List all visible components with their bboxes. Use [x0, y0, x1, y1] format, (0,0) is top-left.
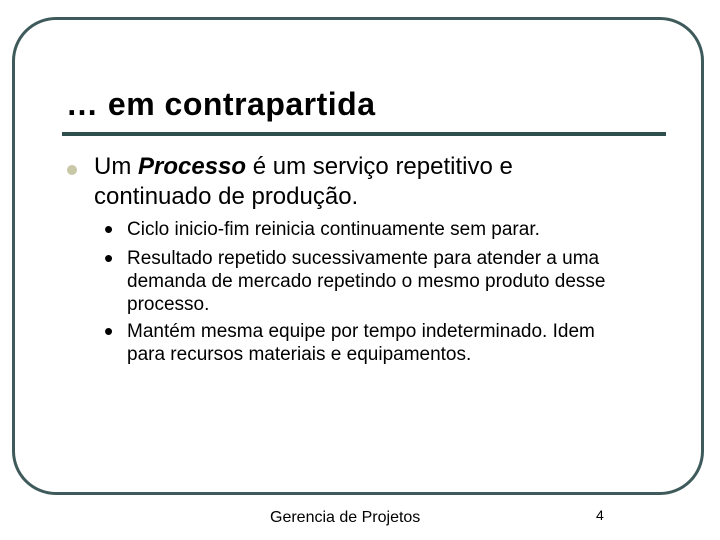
sub-bullet-item: [104, 214, 634, 244]
slide-footer: Gerencia de Projetos: [270, 509, 421, 526]
slide-title: … em contrapartida: [66, 86, 376, 122]
sub-bullet-text: Resultado repetido sucessivamente para atender a uma demanda de mercado repetindo o mesmo produto desse processo.: [127, 248, 606, 315]
main-bullet-prefix: Um: [94, 153, 138, 180]
sub-bullet-text: Ciclo inicio-fim reinicia continuamente sem parar.: [127, 219, 540, 240]
sub-bullet-item: [104, 316, 634, 366]
main-bullet-suffix: é um serviço repetitivo e continuado de produção.: [94, 153, 513, 210]
sub-bullet-marker: •: [104, 214, 114, 244]
sub-bullet-item: [104, 243, 634, 316]
main-bullet-emphasis: Processo: [138, 153, 247, 180]
main-bullet-text: [94, 152, 614, 212]
main-bullet-marker: [67, 165, 77, 175]
sub-bullet-text: Mantém mesma equipe por tempo indeterminado. Idem para recursos materiais e equipamentos.: [127, 321, 595, 365]
sub-bullet-marker: •: [104, 243, 114, 273]
sub-bullet-marker: •: [104, 316, 114, 346]
title-underline: [62, 132, 666, 136]
page-number: 4: [596, 507, 604, 523]
